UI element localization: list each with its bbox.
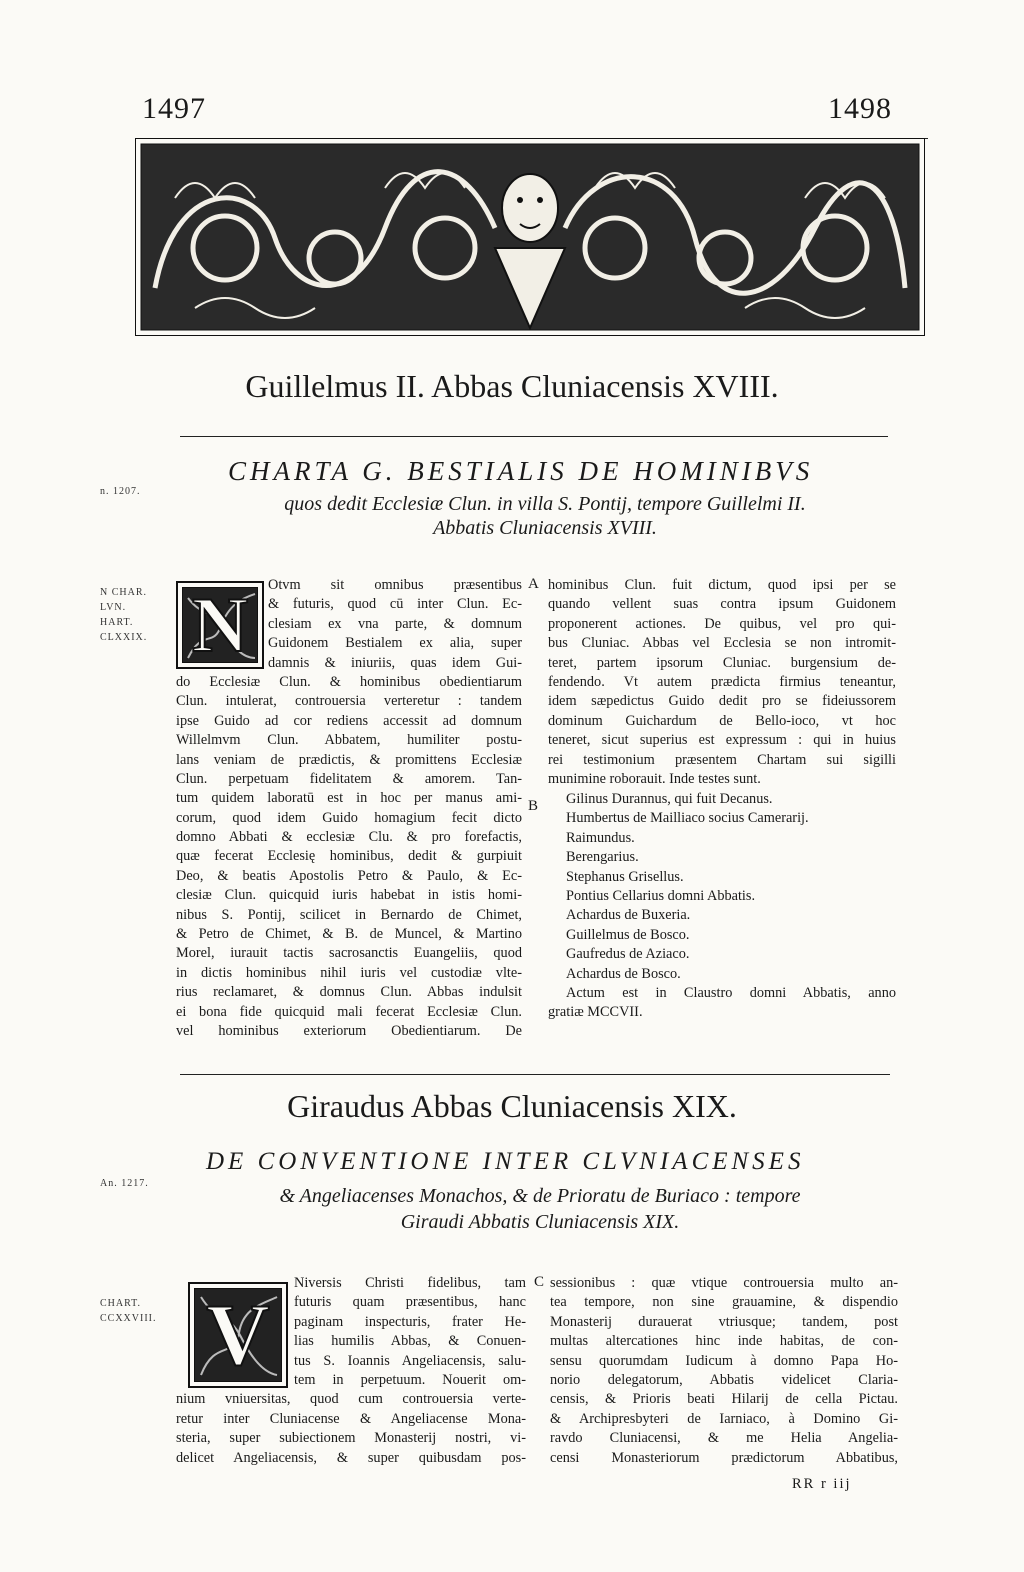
witness: Humbertus de Mailliaco socius Camerarij. <box>566 810 809 827</box>
text-line: tus S. Ioannis Angeliacensis, salu- <box>294 1352 526 1369</box>
text-line: gratiæ MCCVII. <box>548 1004 643 1021</box>
text-line: Niversis Christi fidelibus, tam <box>294 1275 526 1291</box>
text-line: bus Cluniac. Abbas vel Ecclesia se non intromit- <box>548 635 896 652</box>
text-line: & Archipresbyteri de Iarniaco, à Domino Gi- <box>550 1410 898 1427</box>
witness: Berengarius. <box>566 849 639 866</box>
text-line: Deo, & beatis Apostolis Petro & Paulo, & Ec- <box>176 867 522 884</box>
section1-right-column <box>548 576 896 789</box>
margin-ref-line: N CHAR. <box>100 587 148 598</box>
text-line: Clun. perpetuam fidelitatem & amorem. Tan- <box>176 770 522 787</box>
text-line: Actum est in Claustro domni Abbatis, anno <box>566 985 896 1001</box>
text-line: do Ecclesiæ Clun. & hominibus obedientiarum <box>176 673 522 690</box>
margin-year-1207: n. 1207. <box>100 486 141 497</box>
text-line: Otvm sit omnibus præsentibus <box>268 577 522 593</box>
text-line: sessionibus : quæ vtique controuersia multo an- <box>550 1275 898 1291</box>
witness: Guillelmus de Bosco. <box>566 926 690 943</box>
text-line: quando vellent suas contra ipsum Guidonem <box>548 596 896 613</box>
text-line: clesiæ Clun. quicquid iuris habebat in istis homi- <box>176 887 522 904</box>
witness: Stephanus Grisellus. <box>566 868 684 885</box>
margin-ref-line: CHART. <box>100 1298 142 1309</box>
text-line: idem sæpedictus Guido dedit pro se fideiussorem <box>548 693 896 710</box>
text-line: quæ fecerat Ecclesię hominibus, dedit & gurpiuit <box>176 848 522 865</box>
text-line: munimine roborauit. Inde testes sunt. <box>548 770 761 787</box>
text-line: damnis & iniuriis, quas idem Gui- <box>268 654 522 671</box>
text-line: fendendo. Vt autem prædicta firmius teneantur, <box>548 673 896 690</box>
text-line: domno Abbati & ecclesiæ Clu. & pro forefactis, <box>176 829 522 846</box>
text-line: tum quidem laboratū est in hoc per manus ami- <box>176 790 522 807</box>
charter2-subtitle-line2: Giraudi Abbatis Cluniacensis XIX. <box>400 1211 680 1233</box>
marker-a: A <box>528 576 539 592</box>
text-line: nibus S. Pontij, scilicet in Bernardo de Chimet, <box>176 906 522 923</box>
section2-right-column <box>550 1274 898 1468</box>
witness-list <box>566 790 809 984</box>
text-line: futuris quam præsentibus, hanc <box>294 1294 526 1311</box>
ornamental-banner <box>135 138 925 336</box>
text-line: Willelmvm Clun. Abbatem, humiliter postu- <box>176 732 522 749</box>
marker-b: B <box>528 798 539 814</box>
drop-cap-letter: N <box>191 587 249 663</box>
witness: Achardus de Buxeria. <box>566 907 691 924</box>
text-line: delicet Angeliacensis, & super quibusdam pos- <box>176 1449 526 1466</box>
witness: Gaufredus de Aziaco. <box>566 946 690 963</box>
text-line: vel hominibus exteriorum Obedientiarum. De <box>176 1022 522 1039</box>
text-line: Morel, iurauit tactis sacrosanctis Euangeliis, quod <box>176 945 522 962</box>
text-line: ravdo Cluniacensi, & me Helia Angelia- <box>550 1430 898 1447</box>
witness: Pontius Cellarius domni Abbatis. <box>566 887 756 904</box>
text-line: teneret, sicut superius est expressum : qui in huius <box>548 732 896 749</box>
text-line: Monasterij durauerat vtriusque; tandem, post <box>550 1313 898 1330</box>
witness: Achardus de Bosco. <box>566 965 681 982</box>
text-line: censi Monasteriorum prædictorum Abbatibus, <box>550 1449 898 1466</box>
margin-ref-line: CCXXVIII. <box>100 1313 157 1324</box>
margin-ref-line: CLXXIX. <box>100 632 148 643</box>
text-line: proponerent actiones. De quibus, vel pro qui- <box>548 615 896 632</box>
text-line: censis, & Prioris beati Hilarij de cella Pictau. <box>550 1391 898 1408</box>
witness: Raimundus. <box>566 829 635 846</box>
section2-left-column <box>176 1274 526 1468</box>
witness: Gilinus Durannus, qui fuit Decanus. <box>566 791 773 807</box>
text-line: lias humilis Abbas, & Conuen- <box>294 1333 526 1350</box>
text-line: ei bona fide quicquid mali fecerat Ecclesiæ Clun. <box>176 1003 522 1020</box>
drop-cap-letter: V <box>206 1288 270 1382</box>
text-line: rei testimonium præsentem Chartam sui sigilli <box>548 751 896 768</box>
charter-title-bestialis: CHARTA G. BESTIALIS DE HOMINIBVS <box>228 456 814 486</box>
text-line: teret, partem ipsorum Cluniac. burgensium de- <box>548 654 896 671</box>
margin-charter-ref-2 <box>100 1296 157 1326</box>
text-line: tem in perpetuum. Nouerit om- <box>294 1371 526 1388</box>
text-line: steria, super subiectionem Monasterij nostri, vi- <box>176 1430 526 1447</box>
text-line: corum, quod idem Guido homagium fecit dicto <box>176 809 522 826</box>
text-line: & Petro de Chimet, & B. de Muncel, & Martino <box>176 926 522 943</box>
section1-rule <box>180 436 888 437</box>
text-line: norio delegatorum, Abbatis videlicet Claria- <box>550 1371 898 1388</box>
margin-charter-ref-1 <box>100 585 147 645</box>
text-line: paginam inspecturis, frater He- <box>294 1313 526 1330</box>
marker-c: C <box>534 1274 545 1290</box>
closing-clause <box>548 984 896 1023</box>
text-line: ipse Guido ad cor rediens accessit ad domnum <box>176 712 522 729</box>
text-line: dominum Guichardum de Bello-ioco, vt hoc <box>548 712 896 729</box>
section2-rule <box>180 1074 890 1075</box>
section-heading-guillelmus: Guillelmus II. Abbas Cluniacensis XVIII. <box>245 368 779 404</box>
page-number-left: 1497 <box>142 92 206 125</box>
text-line: tea tempore, non sine grauamine, & dispendio <box>550 1294 898 1311</box>
charter-subtitle-line2: Abbatis Cluniacensis XVIII. <box>433 517 657 539</box>
text-line: & futuris, quod cū inter Clun. Ec- <box>268 596 522 613</box>
text-line: hominibus Clun. fuit dictum, quod ipsi per se <box>548 577 896 593</box>
margin-ref-line: LVN. <box>100 602 127 613</box>
section1-left-column <box>176 576 522 1041</box>
text-line: clesiam ex vna parte, & domnum <box>268 615 522 632</box>
margin-year-1217: An. 1217. <box>100 1178 149 1189</box>
margin-ref-line: HART. <box>100 617 134 628</box>
text-line: nium vniuersitas, quod cum controuersia verte- <box>176 1391 526 1408</box>
text-line: Clun. intulerat, controuersia verteretur : tandem <box>176 693 522 710</box>
text-line: retur inter Cluniacense & Angeliacense Mona- <box>176 1410 526 1427</box>
charter-title-conventione: DE CONVENTIONE INTER CLVNIACENSES <box>206 1148 805 1175</box>
text-line: sensu quorumdam Iudicum à domno Papa Ho- <box>550 1352 898 1369</box>
text-line: multas altercationes hinc inde habitas, de con- <box>550 1333 898 1350</box>
printer-signature: RR r iij <box>792 1476 852 1492</box>
charter-subtitle-line1: quos dedit Ecclesiæ Clun. in villa S. Pontij, tempore Guillelmi II. <box>284 493 806 515</box>
text-line: Guidonem Bestialem ex alia, super <box>268 635 522 652</box>
charter2-subtitle-line1: & Angeliacenses Monachos, & de Prioratu de Buriaco : tempore <box>279 1185 801 1207</box>
page-number-right: 1498 <box>828 92 892 125</box>
text-line: rius reclamaret, & domnus Clun. Abbas indulsit <box>176 984 522 1001</box>
section-heading-giraudus: Giraudus Abbas Cluniacensis XIX. <box>287 1088 737 1124</box>
text-line: lans veniam de prædictis, & promittens Ecclesiæ <box>176 751 522 768</box>
text-line: in dictis hominibus nihil iuris vel custodiæ vlte- <box>176 964 522 981</box>
